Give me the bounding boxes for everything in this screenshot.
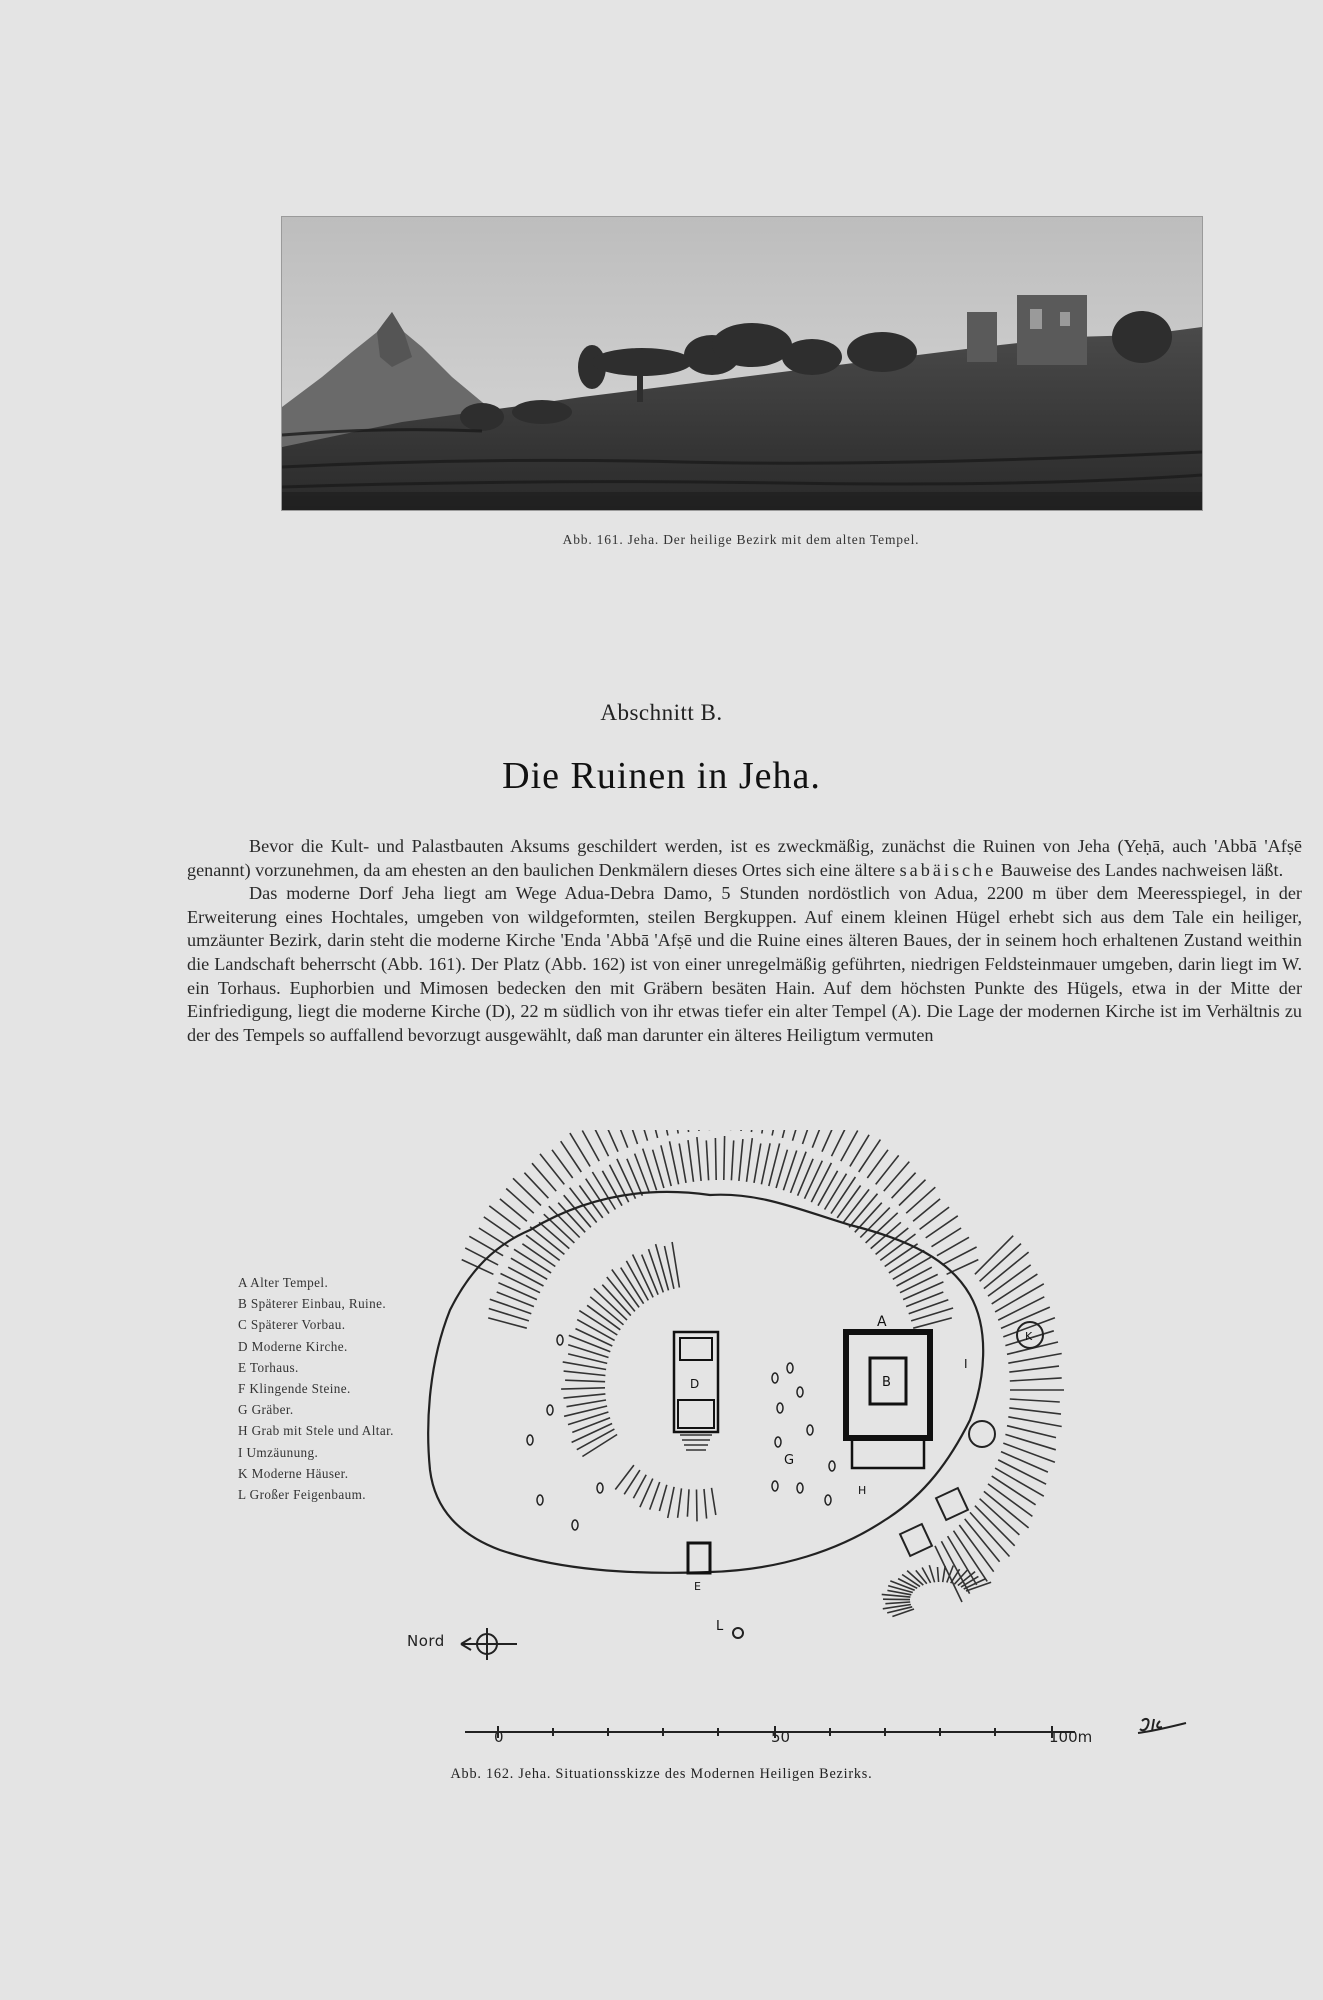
plan-label-g: G: [784, 1453, 795, 1468]
legend-item: K Moderne Häuser.: [238, 1465, 349, 1481]
paragraph-2: Das moderne Dorf Jeha liegt am Wege Adua-Debra Damo, 5 Stunden nordöstlich von Adua, 2200 m über dem Meeresspiegel, in der Erweiterung eines Hochtales, umgeben von wildgeformten, steilen Bergkuppen. Auf einem kleinen Hügel erhebt sich aus dem Tale ein heiliger, umzäunter Bezirk, darin steht die moderne Kirche 'Enda 'Abbā 'Afṣē und die Ruine eines älteren Baues, der in seinem hoch erhaltenen Zustand weithin die Landschaft beherrscht (Abb. 161). Der Platz (Abb. 162) ist von einer unregelmäßig geführten, niedrigen Feldsteinmauer umgeben, darin liegt im W. ein Torhaus. Euphorbien und Mimosen bedecken den mit Gräbern besäten Hain. Auf dem höchsten Punkte des Hügels, etwa in der Mitte der Einfriedigung, liegt die moderne Kirche (D), 22 m südlich von ihr etwas tiefer ein alter Tempel (A). Die Lage der modernen Kirche ist im Verhältnis zu der des Tempels so auffallend bevorzugt ausgewählt, daß man darunter ein älteres Heiligtum vermuten: [187, 883, 1302, 1045]
house-k: [969, 1421, 995, 1447]
house-k: [936, 1488, 968, 1520]
plan-label-a: A: [877, 1314, 887, 1330]
plan-label-i: I: [964, 1357, 968, 1371]
section-label: Abschnitt B.: [600, 700, 723, 725]
forecourt-c: [852, 1438, 924, 1468]
scale-label-zero: 0: [494, 1728, 504, 1746]
legend-item: L Großer Feigenbaum.: [238, 1487, 366, 1503]
plan-label-h: H: [858, 1484, 867, 1497]
body-text: [187, 835, 1302, 1047]
photo-jeha-landscape: [281, 216, 1203, 511]
figure-161-caption: Abb. 161. Jeha. Der heilige Bezirk mit dem alten Tempel.: [562, 532, 920, 547]
gatehouse-e: [688, 1543, 710, 1573]
legend-item: C Späterer Vorbau.: [238, 1317, 346, 1333]
artist-signature: [1136, 1713, 1188, 1739]
paragraph-1-part-b: Bauweise des Landes nachweisen läßt.: [996, 859, 1284, 880]
contour-hatching: [462, 1130, 1064, 1617]
plan-label-k: K: [1025, 1330, 1033, 1343]
section-title: Die Ruinen in Jeha.: [502, 755, 821, 797]
legend-item: E Torhaus.: [238, 1359, 299, 1375]
legend-item: H Grab mit Stele und Altar.: [238, 1423, 394, 1439]
fig-tree-l: [733, 1628, 743, 1638]
plan-label-l: L: [716, 1619, 724, 1634]
legend-item: D Moderne Kirche.: [238, 1338, 348, 1354]
site-plan: [380, 1130, 1160, 1670]
paragraph-1: [187, 835, 1302, 882]
house-k: [900, 1524, 932, 1556]
plan-label-b: B: [882, 1375, 891, 1390]
legend-item: B Späterer Einbau, Ruine.: [238, 1296, 387, 1312]
signature-drawing: [1136, 1713, 1188, 1739]
scale-label-hundred: 100m: [1049, 1728, 1093, 1746]
site-plan-drawing: [380, 1130, 1160, 1670]
plan-label-d: D: [690, 1377, 700, 1391]
landscape-photo-drawing: [282, 217, 1202, 510]
paragraph-1-part-a: Bevor die Kult- und Palastbauten Aksums geschildert werden, ist es zweckmäßig, zunächst die Ruinen von Jeha (Yeḥā, auch 'Abbā 'Afṣē genannt) vorzunehmen, da am ehesten an den baulichen Denkmälern dieses Ortes sich eine ältere: [187, 836, 1302, 880]
legend-item: I Umzäunung.: [238, 1444, 319, 1460]
north-label: Nord: [407, 1632, 445, 1650]
figure-162-caption: Abb. 162. Jeha. Situationsskizze des Modernen Heiligen Bezirks.: [450, 1766, 873, 1782]
paragraph-1-spaced-word: sabäische: [899, 859, 997, 880]
scale-label-fifty: 50: [771, 1728, 791, 1746]
legend-item: A Alter Tempel.: [238, 1275, 329, 1290]
plan-label-e: E: [694, 1580, 701, 1593]
legend-item: F Klingende Steine.: [238, 1381, 351, 1397]
legend-item: G Gräber.: [238, 1402, 294, 1418]
